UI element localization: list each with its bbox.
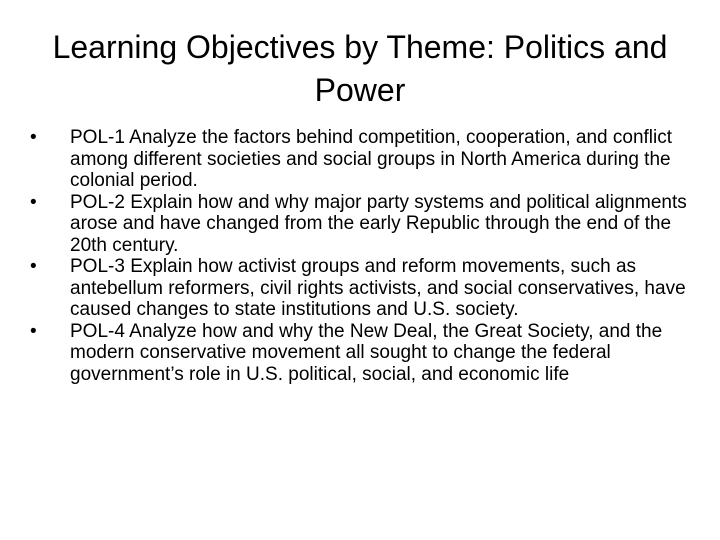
- bullet-item-pol-3: [30, 256, 700, 321]
- bullet-icon: •: [30, 256, 37, 277]
- bullet-text: POL-2 Explain how and why major party systems and political alignments arose and have changed from the early Republic through the end of the 20th century.: [70, 191, 687, 256]
- bullet-icon: •: [30, 127, 37, 148]
- bullet-text: POL-4 Analyze how and why the New Deal, the Great Society, and the modern conservative movement all sought to change the federal government’s role in U.S. political, social, and economic life: [70, 320, 663, 385]
- bullet-list: [30, 127, 700, 385]
- bullet-item-pol-4: [30, 321, 700, 386]
- bullet-icon: •: [30, 320, 37, 342]
- bullet-text: POL-3 Explain how activist groups and reform movements, such as antebellum reformers, civil rights activists, and social conservatives, have caused changes to state institutions and U.S. society.: [70, 256, 686, 320]
- bullet-item-pol-2: [30, 192, 700, 257]
- bullet-item-pol-1: [30, 127, 700, 192]
- bullet-text: POL-1 Analyze the factors behind competition, cooperation, and conflict among different societies and social groups in North America during the colonial period.: [70, 127, 673, 191]
- slide-title: Learning Objectives by Theme: Politics and Power: [52, 29, 668, 108]
- bullet-icon: •: [30, 191, 37, 213]
